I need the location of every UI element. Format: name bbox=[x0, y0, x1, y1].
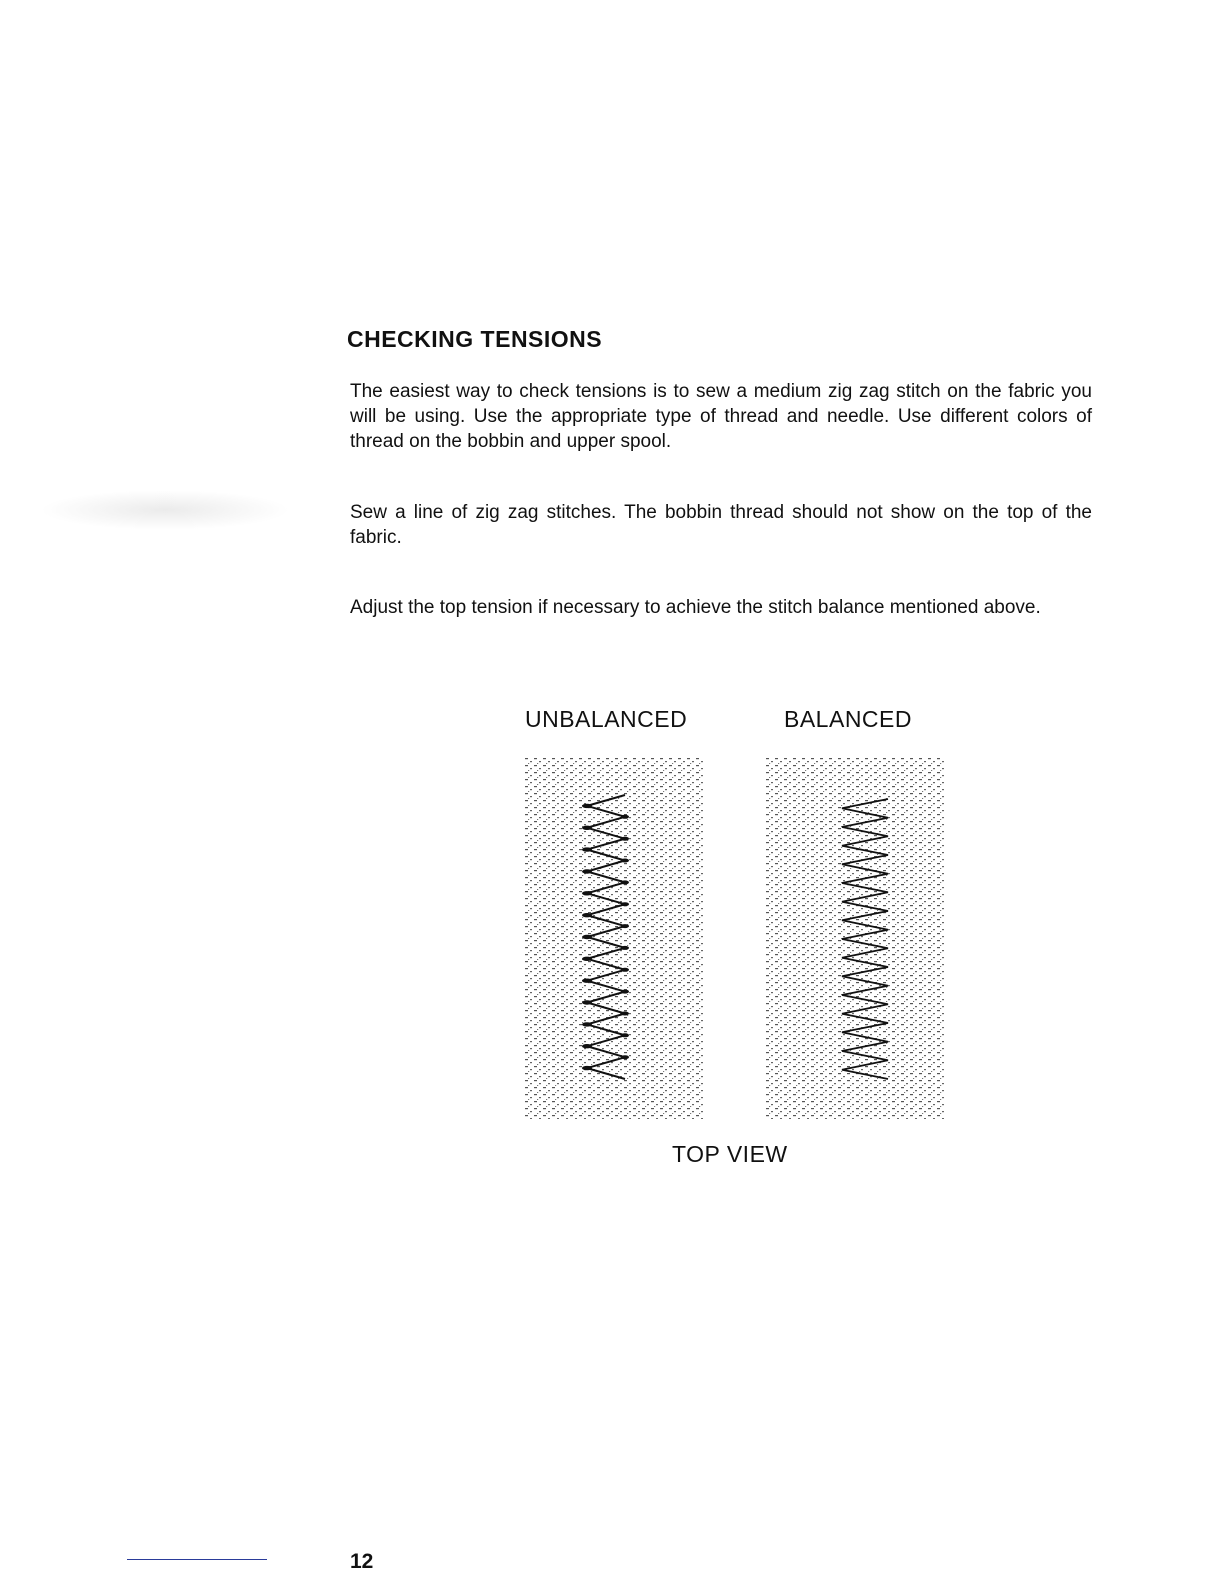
bobbin-loop bbox=[582, 1022, 592, 1026]
paragraph-adjust-tension: Adjust the top tension if necessary to achieve the stitch balance mentioned above. bbox=[350, 597, 1041, 618]
balanced-fabric-swatch bbox=[766, 757, 944, 1119]
bobbin-loop bbox=[621, 815, 629, 819]
bobbin-loop bbox=[582, 1066, 592, 1070]
bobbin-loop bbox=[582, 1000, 592, 1004]
bobbin-loop bbox=[582, 1044, 592, 1048]
bobbin-loop bbox=[621, 1012, 629, 1016]
bobbin-loop bbox=[582, 935, 592, 939]
bobbin-loop bbox=[621, 902, 629, 906]
balanced-label: BALANCED bbox=[784, 706, 912, 732]
page-number: 12 bbox=[350, 1550, 374, 1573]
bobbin-loop bbox=[582, 957, 592, 961]
section-heading: CHECKING TENSIONS bbox=[347, 326, 603, 352]
bobbin-loop bbox=[621, 859, 629, 863]
bobbin-loop bbox=[582, 913, 592, 917]
bobbin-loop bbox=[621, 1055, 629, 1059]
bobbin-loop bbox=[621, 880, 629, 884]
paragraph-check-tensions: The easiest way to check tensions is to sew a medium zig zag stitch on the fabric you will be using. Use the appropriate type of thread and needle. Use different colors of thread on the bobbin and upper spool. bbox=[350, 381, 1092, 452]
bobbin-loop bbox=[582, 826, 592, 830]
bobbin-loop bbox=[621, 1033, 629, 1037]
unbalanced-label: UNBALANCED bbox=[525, 706, 688, 732]
bobbin-loop bbox=[582, 804, 592, 808]
paragraph-sew-line: Sew a line of zig zag stitches. The bobbin thread should not show on the top of the fabric. bbox=[350, 502, 1092, 548]
bobbin-loop bbox=[621, 837, 629, 841]
top-view-caption: TOP VIEW bbox=[672, 1141, 788, 1167]
bobbin-loop bbox=[621, 990, 629, 994]
footer-rule bbox=[127, 1559, 267, 1560]
bobbin-loop bbox=[621, 968, 629, 972]
bobbin-loop bbox=[621, 946, 629, 950]
unbalanced-fabric-swatch bbox=[525, 757, 703, 1119]
bobbin-loop bbox=[582, 979, 592, 983]
bobbin-loop bbox=[582, 891, 592, 895]
fabric-texture bbox=[525, 757, 703, 1119]
bobbin-loop bbox=[582, 869, 592, 873]
bobbin-loop bbox=[621, 924, 629, 928]
bobbin-loop bbox=[582, 847, 592, 851]
scan-smudge bbox=[40, 490, 290, 530]
